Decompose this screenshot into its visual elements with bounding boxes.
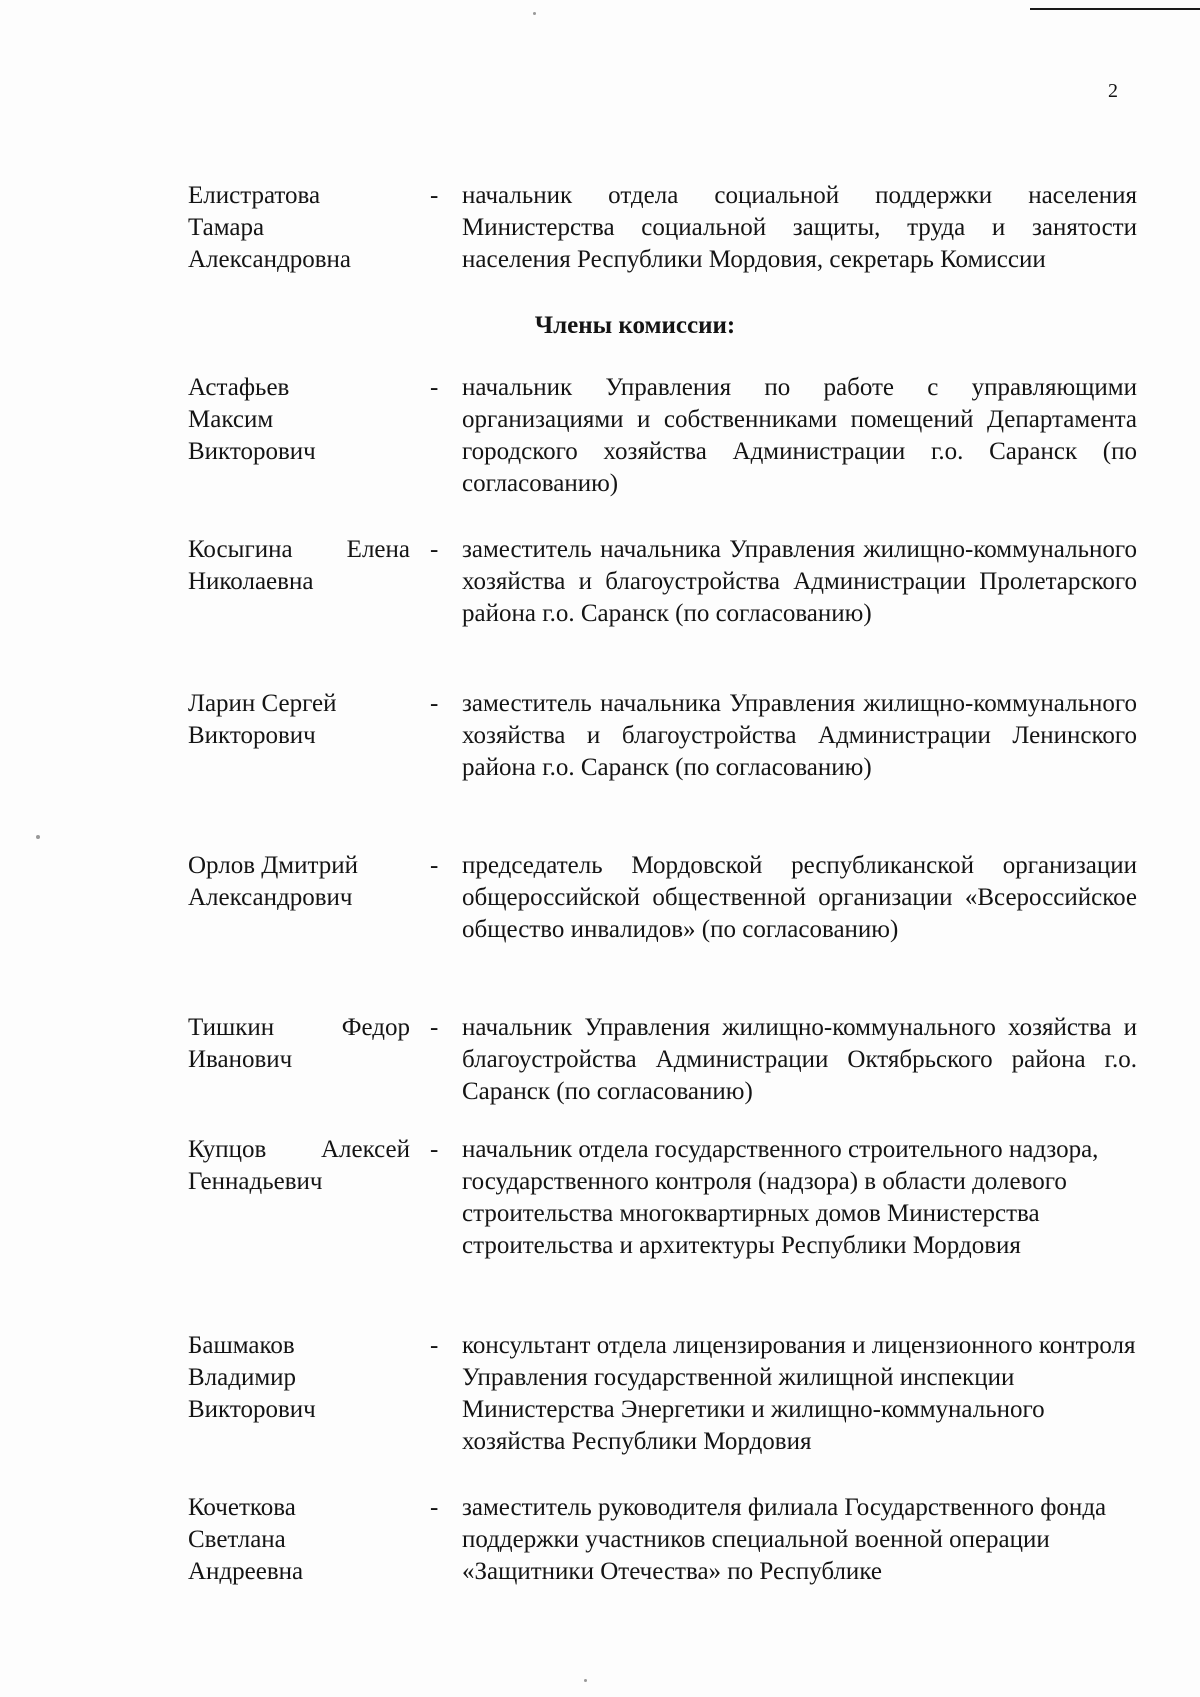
position-description: заместитель начальника Управления жилищно-коммунального хозяйства и благоустройства Администрации Пролетарского района г.о. Саранск (по согласованию) <box>462 536 1137 627</box>
dash-separator: - <box>430 374 439 401</box>
person-name: Елистратова Тамара Александровна <box>188 182 352 273</box>
position-description: заместитель руководителя филиала Государственного фонда поддержки участников специальной военной операции «Защитники Отечества» по Республике <box>462 1494 1107 1585</box>
dash-separator: - <box>430 1136 439 1163</box>
person-name: Купцов Алексей Геннадьевич <box>188 1136 410 1195</box>
scan-speck <box>584 1679 587 1682</box>
dash-separator: - <box>430 182 439 209</box>
position-description: заместитель начальника Управления жилищно-коммунального хозяйства и благоустройства Администрации Ленинского района г.о. Саранск (по согласованию) <box>462 690 1137 781</box>
position-description: начальник Управления по работе с управляющими организациями и собственниками помещений Департамента городского хозяйства Администрации г.о. Саранск (по согласованию) <box>462 374 1137 497</box>
person-name: Башмаков Владимир Викторович <box>188 1332 316 1423</box>
position-description: начальник отдела государственного строительного надзора, государственного контроля (надзора) в области долевого строительства многоквартирных домов Министерства строительства и архитектуры Республики Мордовия <box>462 1136 1099 1259</box>
dash-separator: - <box>430 536 439 563</box>
person-name: Ларин Сергей Викторович <box>188 690 337 749</box>
person-name: Косыгина Елена Николаевна <box>188 536 410 595</box>
dash-separator: - <box>430 852 439 879</box>
scan-speck <box>36 835 40 839</box>
scan-speck <box>533 12 536 15</box>
dash-separator: - <box>430 1494 439 1521</box>
person-name: Кочеткова Светлана Андреевна <box>188 1494 304 1585</box>
person-name: Тишкин Федор Иванович <box>188 1014 410 1073</box>
position-description: председатель Мордовской республиканской организации общероссийской общественной организации «Всероссийское общество инвалидов» (по согласованию) <box>462 852 1137 943</box>
position-description: начальник отдела социальной поддержки населения Министерства социальной защиты, труда и занятости населения Республики Мордовия, секретарь Комиссии <box>462 182 1137 273</box>
position-description: начальник Управления жилищно-коммунального хозяйства и благоустройства Администрации Октябрьского района г.о. Саранск (по согласованию) <box>462 1014 1137 1105</box>
position-description: консультант отдела лицензирования и лицензионного контроля Управления государственной жилищной инспекции Министерства Энергетики и жилищно-коммунального хозяйства Республики Мордовия <box>462 1332 1136 1455</box>
dash-separator: - <box>430 1332 439 1359</box>
top-edge-line <box>1030 8 1200 10</box>
dash-separator: - <box>430 1014 439 1041</box>
section-heading: Члены комиссии: <box>534 312 736 339</box>
page-number: 2 <box>1108 80 1118 102</box>
person-name: Астафьев Максим Викторович <box>188 374 316 465</box>
dash-separator: - <box>430 690 439 717</box>
person-name: Орлов Дмитрий Александрович <box>188 852 358 911</box>
